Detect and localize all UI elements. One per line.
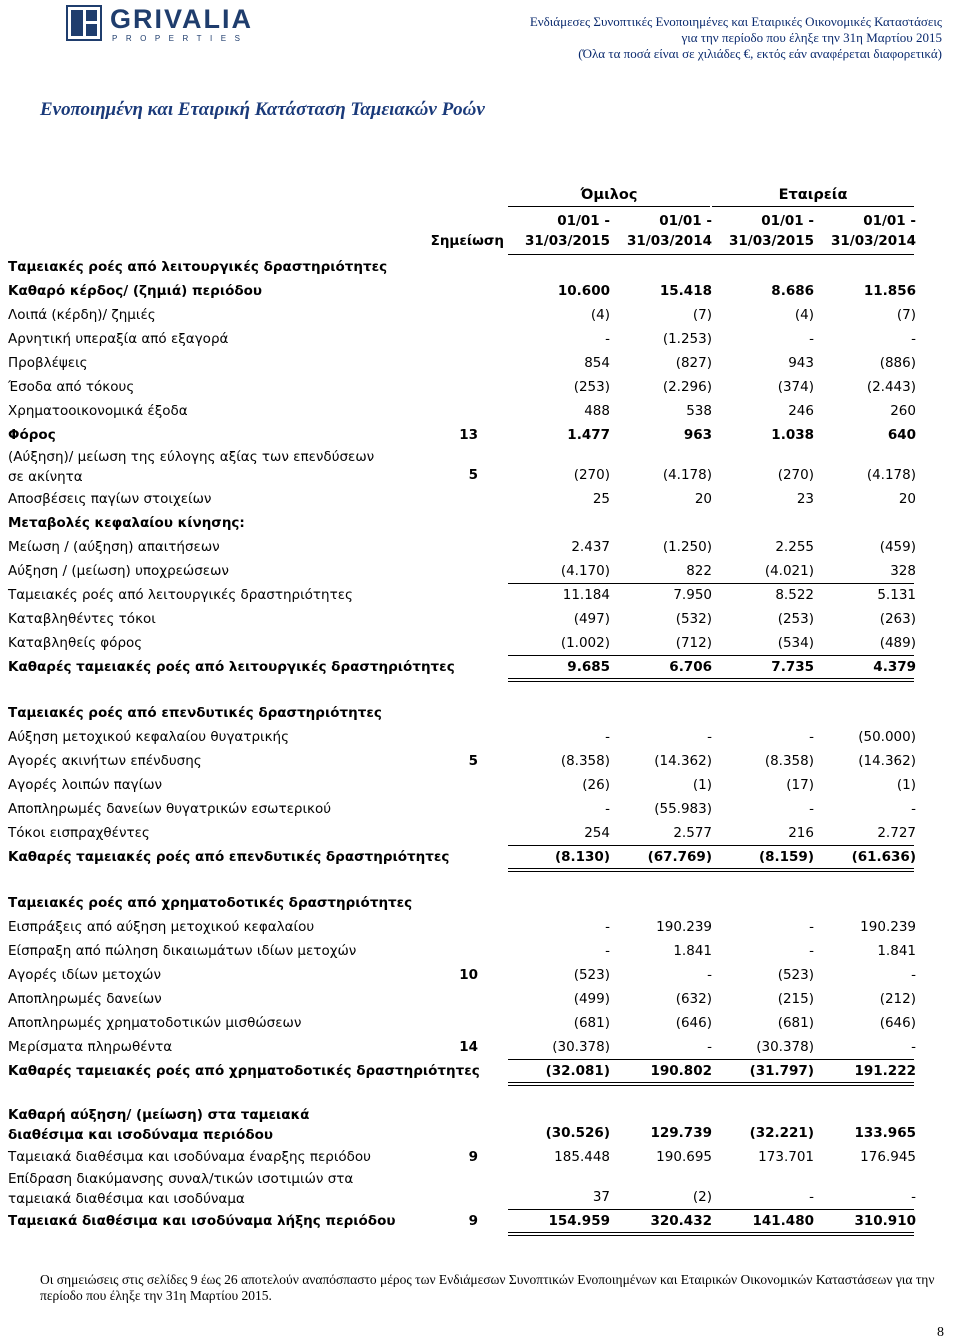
header-line-3: (Όλα τα ποσά είναι σε χιλιάδες €, εκτός εάν αναφέρεται διαφορετικά) bbox=[578, 46, 942, 61]
row-value: 9.685 bbox=[567, 659, 610, 675]
row-value: (212) bbox=[879, 991, 916, 1007]
row-value: 1.841 bbox=[877, 943, 916, 959]
row-value: (30.526) bbox=[545, 1125, 610, 1141]
table-row bbox=[8, 1105, 918, 1145]
row-label: Ταμειακές ροές από λειτουργικές δραστηριότητες bbox=[8, 587, 353, 603]
table-row bbox=[8, 303, 918, 327]
row-value: (30.378) bbox=[756, 1039, 814, 1055]
row-value: 20 bbox=[898, 491, 916, 507]
row-value: 10.600 bbox=[557, 283, 610, 299]
row-value: (1) bbox=[896, 777, 916, 793]
row-note: 5 bbox=[468, 467, 478, 483]
row-value: 963 bbox=[683, 427, 712, 443]
period-header: 01/01 - 31/03/2015 bbox=[524, 213, 610, 249]
row-value: - bbox=[911, 967, 916, 983]
row-value: - bbox=[707, 1039, 712, 1055]
row-label: Καθαρό κέρδος/ (ζημιά) περιόδου bbox=[8, 283, 263, 299]
row-value: (4.178) bbox=[866, 467, 916, 483]
row-value: (632) bbox=[675, 991, 712, 1007]
table-row bbox=[8, 1145, 918, 1169]
row-value: (61.636) bbox=[851, 849, 916, 865]
row-value: (827) bbox=[675, 355, 712, 371]
row-label: Καταβληθέντες τόκοι bbox=[8, 611, 156, 627]
row-value: (17) bbox=[786, 777, 814, 793]
row-value: - bbox=[911, 1189, 916, 1205]
row-label: Λοιπά (κέρδη)/ ζημιές bbox=[8, 307, 156, 323]
row-value: 5.131 bbox=[877, 587, 916, 603]
table-row bbox=[8, 1209, 918, 1233]
row-value: (8.358) bbox=[764, 753, 814, 769]
row-value: - bbox=[707, 967, 712, 983]
page-number: 8 bbox=[937, 1325, 944, 1340]
row-value: - bbox=[605, 943, 610, 959]
row-label: Ταμειακά διαθέσιμα και ισοδύναμα λήξης περιόδου bbox=[8, 1213, 396, 1229]
row-label: Καθαρές ταμειακές ροές από λειτουργικές δραστηριότητες bbox=[8, 659, 455, 675]
row-value: - bbox=[605, 801, 610, 817]
row-note: 13 bbox=[459, 427, 478, 443]
logo-subtitle: PROPERTIES bbox=[112, 34, 249, 43]
row-label: Εισπράξεις από αύξηση μετοχικού κεφαλαίου bbox=[8, 919, 315, 935]
row-note: 10 bbox=[459, 967, 478, 983]
table-row bbox=[8, 1035, 918, 1059]
row-value: (55.983) bbox=[654, 801, 712, 817]
company-logo bbox=[66, 5, 251, 45]
row-value: 141.480 bbox=[752, 1213, 814, 1229]
row-value: (270) bbox=[573, 467, 610, 483]
row-value: 190.239 bbox=[656, 919, 712, 935]
table-row bbox=[8, 773, 918, 797]
row-value: (4) bbox=[590, 307, 610, 323]
row-value: 488 bbox=[584, 403, 610, 419]
row-note: 5 bbox=[468, 753, 478, 769]
table-row bbox=[8, 655, 918, 679]
table-row bbox=[8, 987, 918, 1011]
row-value: (534) bbox=[777, 635, 814, 651]
row-value: - bbox=[911, 1039, 916, 1055]
row-value: 25 bbox=[592, 491, 610, 507]
table-row bbox=[8, 375, 918, 399]
row-value: 23 bbox=[796, 491, 814, 507]
header-line-1: Ενδιάμεσες Συνοπτικές Ενοποιημένες και Εταιρικές Οικονομικές Καταστάσεις bbox=[529, 14, 942, 29]
row-value: - bbox=[605, 331, 610, 347]
row-label: Αύξηση / (μείωση) υποχρεώσεων bbox=[8, 563, 229, 579]
row-value: 37 bbox=[592, 1189, 610, 1205]
row-value: (712) bbox=[675, 635, 712, 651]
row-note: 9 bbox=[468, 1213, 478, 1229]
row-value: (1.002) bbox=[560, 635, 610, 651]
row-label: Αποσβέσεις παγίων στοιχείων bbox=[8, 491, 212, 507]
row-note: 9 bbox=[468, 1149, 478, 1165]
row-value: 8.522 bbox=[775, 587, 814, 603]
row-label: Μεταβολές κεφαλαίου κίνησης: bbox=[8, 515, 245, 531]
row-label: Καθαρή αύξηση/ (μείωση) στα ταμειακά διαθέσιμα και ισοδύναμα περιόδου bbox=[8, 1107, 310, 1143]
row-value: (30.378) bbox=[552, 1039, 610, 1055]
logo-wordmark: GRIVALIA bbox=[110, 4, 253, 34]
row-value: 822 bbox=[686, 563, 712, 579]
row-value: 216 bbox=[788, 825, 814, 841]
row-value: 190.802 bbox=[650, 1063, 712, 1079]
row-value: 2.255 bbox=[775, 539, 814, 555]
period-header-row bbox=[8, 207, 918, 255]
row-label: Καταβληθείς φόρος bbox=[8, 635, 143, 651]
table-row bbox=[8, 845, 918, 869]
row-value: (459) bbox=[879, 539, 916, 555]
table-row bbox=[8, 583, 918, 607]
row-value: 320.432 bbox=[650, 1213, 712, 1229]
row-value: (50.000) bbox=[858, 729, 916, 745]
table-row bbox=[8, 351, 918, 375]
row-value: 640 bbox=[887, 427, 916, 443]
row-label: Μείωση / (αύξηση) απαιτήσεων bbox=[8, 539, 220, 555]
table-row bbox=[8, 511, 918, 535]
row-value: - bbox=[605, 919, 610, 935]
row-label: Ταμειακές ροές από χρηματοδοτικές δραστηριότητες bbox=[8, 895, 413, 911]
row-value: (67.769) bbox=[647, 849, 712, 865]
table-row bbox=[8, 607, 918, 631]
page-title: Ενοποιημένη και Εταιρική Κατάσταση Ταμειακών Ροών bbox=[40, 99, 485, 120]
row-value: (8.358) bbox=[560, 753, 610, 769]
row-value: (523) bbox=[573, 967, 610, 983]
row-value: 185.448 bbox=[554, 1149, 610, 1165]
row-value: (4.170) bbox=[560, 563, 610, 579]
row-value: - bbox=[809, 943, 814, 959]
row-value: (7) bbox=[896, 307, 916, 323]
row-label: Είσπραξη από πώληση δικαιωμάτων ιδίων μετοχών bbox=[8, 943, 357, 959]
row-value: (4.021) bbox=[764, 563, 814, 579]
column-group-header bbox=[8, 183, 918, 207]
row-label: Αποπληρωμές χρηματοδοτικών μισθώσεων bbox=[8, 1015, 302, 1031]
row-value: (8.130) bbox=[554, 849, 610, 865]
row-value: 176.945 bbox=[860, 1149, 916, 1165]
row-value: 246 bbox=[788, 403, 814, 419]
row-value: (646) bbox=[675, 1015, 712, 1031]
row-value: 854 bbox=[584, 355, 610, 371]
table-row bbox=[8, 749, 918, 773]
row-value: (523) bbox=[777, 967, 814, 983]
row-value: - bbox=[911, 801, 916, 817]
row-label: Φόρος bbox=[8, 427, 56, 443]
row-label: Έσοδα από τόκους bbox=[8, 379, 135, 395]
row-note: 14 bbox=[459, 1039, 478, 1055]
row-label: Καθαρές ταμειακές ροές από χρηματοδοτικές δραστηριότητες bbox=[8, 1063, 480, 1079]
row-value: 538 bbox=[686, 403, 712, 419]
table-row bbox=[8, 487, 918, 511]
row-value: 310.910 bbox=[854, 1213, 916, 1229]
row-value: 4.379 bbox=[873, 659, 916, 675]
row-label: Αύξηση μετοχικού κεφαλαίου θυγατρικής bbox=[8, 729, 290, 745]
row-value: (26) bbox=[582, 777, 610, 793]
row-label: Ταμειακά διαθέσιμα και ισοδύναμα έναρξης περιόδου bbox=[8, 1149, 371, 1165]
row-value: (14.362) bbox=[654, 753, 712, 769]
row-label: Τόκοι εισπραχθέντες bbox=[8, 825, 150, 841]
table-row bbox=[8, 821, 918, 845]
table-row bbox=[8, 631, 918, 655]
row-value: (32.081) bbox=[545, 1063, 610, 1079]
row-value: 190.239 bbox=[860, 919, 916, 935]
row-value: 943 bbox=[788, 355, 814, 371]
table-row bbox=[8, 1169, 918, 1209]
table-row bbox=[8, 725, 918, 749]
table-row bbox=[8, 1059, 918, 1083]
row-value: - bbox=[809, 801, 814, 817]
row-value: 254 bbox=[584, 825, 610, 841]
row-value: 11.856 bbox=[863, 283, 916, 299]
row-value: 15.418 bbox=[659, 283, 712, 299]
row-label: Αγορές λοιπών παγίων bbox=[8, 777, 163, 793]
row-value: 260 bbox=[890, 403, 916, 419]
table-row bbox=[8, 963, 918, 987]
row-label: Καθαρές ταμειακές ροές από επενδυτικές δραστηριότητες bbox=[8, 849, 450, 865]
table-row bbox=[8, 399, 918, 423]
row-value: 8.686 bbox=[771, 283, 814, 299]
table-row bbox=[8, 797, 918, 821]
row-value: (489) bbox=[879, 635, 916, 651]
row-value: (2.443) bbox=[866, 379, 916, 395]
row-value: (270) bbox=[777, 467, 814, 483]
logo-mark-icon bbox=[66, 5, 102, 41]
table-row bbox=[8, 447, 918, 487]
row-value: (1.253) bbox=[662, 331, 712, 347]
row-value: (499) bbox=[573, 991, 610, 1007]
row-label: Αγορές ιδίων μετοχών bbox=[8, 967, 162, 983]
row-value: 173.701 bbox=[758, 1149, 814, 1165]
row-value: (31.797) bbox=[749, 1063, 814, 1079]
table-row bbox=[8, 279, 918, 303]
row-value: 154.959 bbox=[548, 1213, 610, 1229]
row-value: (253) bbox=[777, 611, 814, 627]
row-value: (1) bbox=[692, 777, 712, 793]
period-header: 01/01 - 31/03/2015 bbox=[728, 213, 814, 249]
row-value: (4.178) bbox=[662, 467, 712, 483]
header-line-2: για την περίοδο που έληξε την 31η Μαρτίου 2015 bbox=[681, 30, 942, 45]
row-value: 190.695 bbox=[656, 1149, 712, 1165]
row-value: (14.362) bbox=[858, 753, 916, 769]
row-value: (215) bbox=[777, 991, 814, 1007]
company-column-header: Εταιρεία bbox=[778, 187, 848, 203]
table-row bbox=[8, 559, 918, 583]
row-value: (681) bbox=[573, 1015, 610, 1031]
row-label: Αγορές ακινήτων επένδυσης bbox=[8, 753, 202, 769]
table-row bbox=[8, 891, 918, 915]
table-row bbox=[8, 1011, 918, 1035]
footnote: Οι σημειώσεις στις σελίδες 9 έως 26 αποτελούν αναπόσπαστο μέρος των Ενδιάμεσων Συνοπτικών Ενοποιημένων και Εταιρικών Οικονομικών Καταστάσεων για την περίοδο που έληξε την 31η Μαρτίου 2015. bbox=[40, 1272, 935, 1303]
row-value: (374) bbox=[777, 379, 814, 395]
row-value: - bbox=[911, 331, 916, 347]
row-value: 7.950 bbox=[673, 587, 712, 603]
row-label: Χρηματοοικονομικά έξοδα bbox=[8, 403, 188, 419]
row-value: (2.296) bbox=[662, 379, 712, 395]
row-value: (1.250) bbox=[662, 539, 712, 555]
period-header: 01/01 - 31/03/2014 bbox=[626, 213, 712, 249]
table-row bbox=[8, 701, 918, 725]
row-label: Προβλέψεις bbox=[8, 355, 88, 371]
table-row bbox=[8, 423, 918, 447]
row-value: 1.038 bbox=[771, 427, 814, 443]
table-body bbox=[8, 255, 918, 1233]
row-value: - bbox=[605, 729, 610, 745]
row-value: - bbox=[809, 1189, 814, 1205]
row-value: (2) bbox=[692, 1189, 712, 1205]
row-value: 328 bbox=[890, 563, 916, 579]
row-label: Αρνητική υπεραξία από εξαγορά bbox=[8, 331, 229, 347]
row-value: (532) bbox=[675, 611, 712, 627]
row-label: Μερίσματα πληρωθέντα bbox=[8, 1039, 173, 1055]
row-value: (681) bbox=[777, 1015, 814, 1031]
row-value: 191.222 bbox=[854, 1063, 916, 1079]
row-value: 6.706 bbox=[669, 659, 712, 675]
table-row bbox=[8, 327, 918, 351]
table-row bbox=[8, 535, 918, 559]
page-header bbox=[530, 14, 942, 62]
note-column-header: Σημείωση bbox=[430, 233, 504, 249]
row-value: 7.735 bbox=[771, 659, 814, 675]
row-value: 2.577 bbox=[673, 825, 712, 841]
row-value: 133.965 bbox=[854, 1125, 916, 1141]
row-value: - bbox=[809, 331, 814, 347]
row-value: 2.727 bbox=[877, 825, 916, 841]
row-value: - bbox=[809, 919, 814, 935]
row-label: Αποπληρωμές δανείων bbox=[8, 991, 162, 1007]
table-row bbox=[8, 939, 918, 963]
row-value: - bbox=[707, 729, 712, 745]
row-value: (497) bbox=[573, 611, 610, 627]
group-column-header: Όμιλος bbox=[580, 187, 638, 203]
row-label: Ταμειακές ροές από επενδυτικές δραστηριότητες bbox=[8, 705, 382, 721]
period-header: 01/01 - 31/03/2014 bbox=[830, 213, 916, 249]
row-value: (886) bbox=[879, 355, 916, 371]
row-value: (8.159) bbox=[758, 849, 814, 865]
row-label: (Αύξηση)/ μείωση της εύλογης αξίας των επενδύσεων σε ακίνητα bbox=[8, 449, 375, 485]
row-value: (7) bbox=[692, 307, 712, 323]
row-value: 1.841 bbox=[673, 943, 712, 959]
row-value: 129.739 bbox=[650, 1125, 712, 1141]
row-value: 20 bbox=[694, 491, 712, 507]
row-value: (263) bbox=[879, 611, 916, 627]
table-row bbox=[8, 255, 918, 279]
cash-flow-table bbox=[8, 183, 918, 1233]
row-value: 11.184 bbox=[562, 587, 610, 603]
row-value: (4) bbox=[794, 307, 814, 323]
row-value: (253) bbox=[573, 379, 610, 395]
row-value: 2.437 bbox=[571, 539, 610, 555]
row-label: Αποπληρωμές δανείων θυγατρικών εσωτερικού bbox=[8, 801, 332, 817]
row-label: Ταμειακές ροές από λειτουργικές δραστηριότητες bbox=[8, 259, 388, 275]
row-value: (646) bbox=[879, 1015, 916, 1031]
row-value: - bbox=[809, 729, 814, 745]
table-row bbox=[8, 915, 918, 939]
row-value: 1.477 bbox=[567, 427, 610, 443]
row-label: Επίδραση διακύμανσης συναλ/τικών ισοτιμιών στα ταμειακά διαθέσιμα και ισοδύναμα bbox=[8, 1171, 354, 1207]
row-value: (32.221) bbox=[749, 1125, 814, 1141]
